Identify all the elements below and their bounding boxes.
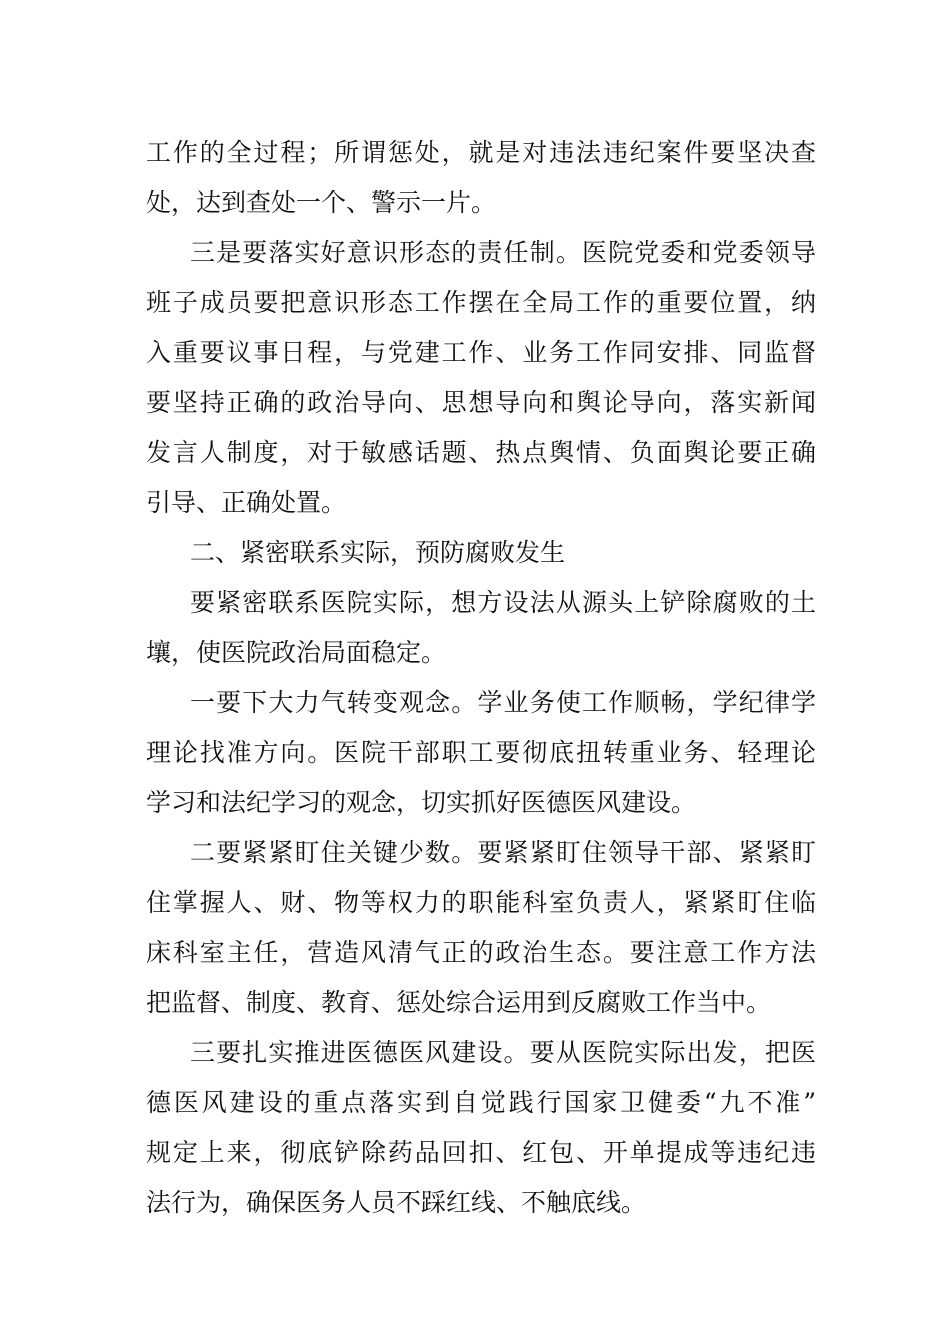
- text-line: 发言人制度，对于敏感话题、热点舆情、负面舆论要正确: [146, 438, 816, 467]
- text-line: 三是要落实好意识形态的责任制。医院党委和党委领导: [190, 238, 816, 267]
- text-line: 处，达到查处一个、警示一片。: [146, 188, 497, 217]
- text-line: 学习和法纪学习的观念，切实抓好医德医风建设。: [146, 788, 697, 817]
- text-line: 理论找准方向。医院干部职工要彻底扭转重业务、轻理论: [146, 738, 816, 767]
- text-line: 班子成员要把意识形态工作摆在全局工作的重要位置，纳: [146, 288, 816, 317]
- text-line: 规定上来，彻底铲除药品回扣、红包、开单提成等违纪违: [146, 1138, 816, 1167]
- text-line: 入重要议事日程，与党建工作、业务工作同安排、同监督: [146, 338, 816, 367]
- text-line: 引导、正确处置。: [146, 488, 347, 517]
- text-line: 一要下大力气转变观念。学业务使工作顺畅，学纪律学: [190, 688, 816, 717]
- text-line: 法行为，确保医务人员不踩红线、不触底线。: [146, 1188, 647, 1217]
- text-line: 住掌握人、财、物等权力的职能科室负责人，紧紧盯住临: [146, 888, 816, 917]
- section-heading: 二、紧密联系实际，预防腐败发生: [190, 538, 566, 567]
- text-line: 二要紧紧盯住关键少数。要紧紧盯住领导干部、紧紧盯: [190, 838, 816, 867]
- text-line: 要坚持正确的政治导向、思想导向和舆论导向，落实新闻: [146, 388, 816, 417]
- text-line: 壤，使医院政治局面稳定。: [146, 638, 447, 667]
- text-line: 德医风建设的重点落实到自觉践行国家卫健委“九不准”: [146, 1088, 816, 1117]
- text-line: 三要扎实推进医德医风建设。要从医院实际出发，把医: [190, 1038, 816, 1067]
- text-line: 要紧密联系医院实际，想方设法从源头上铲除腐败的土: [190, 588, 816, 617]
- document-body: [146, 128, 816, 1228]
- text-line: 工作的全过程；所谓惩处，就是对违法违纪案件要坚决查: [146, 138, 816, 167]
- text-line: 床科室主任，营造风清气正的政治生态。要注意工作方法: [146, 938, 816, 967]
- text-line: 把监督、制度、教育、惩处综合运用到反腐败工作当中。: [146, 988, 772, 1017]
